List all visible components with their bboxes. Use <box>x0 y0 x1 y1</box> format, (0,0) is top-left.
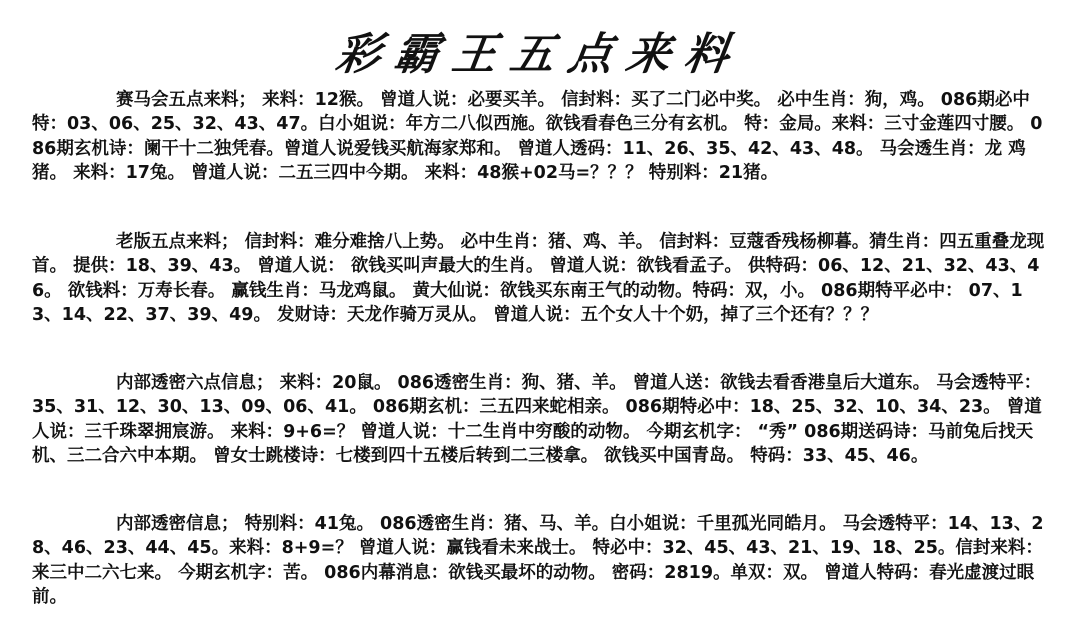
paragraph-1: 赛马会五点来料； 来料：12猴。 曾道人说：必要买羊。 信封料：买了二门必中奖。 必中生肖：狗，鸡。 086期必中特：03、06、25、32、43、47。白小姐说：年方二八似西施。欲钱看春色三分有玄机。 特：金局。来料：三寸金莲四寸腰。 086期玄机诗：阑干十二独凭春。曾道人说爱钱买航海家郑和。 曾道人透码：11、26、35、42、43、48。 马会透生肖：龙 鸡 猪。 来料：17兔。 曾道人说：二五三四中今期。 来料：48猴+02马=？？？ 特别料：21猪。 <box>32 90 1043 183</box>
page-title: 彩霸王五点来料 <box>332 29 746 80</box>
paragraph-4: 内部透密信息； 特别料：41兔。 086透密生肖：猪、马、羊。白小姐说：千里孤光同皓月。 马会透特平：14、13、28、46、23、44、45。来料：8+9=？ 曾道人说：赢钱看未来战士。 特必中：32、45、43、21、19、18、25。信封来料：来三中二六七来。 今期玄机字：苦。 086内幕消息：欲钱买最坏的动物。 密码：2819。单双：双。 曾道人特码：春光虚渡过眼前。 <box>32 514 1044 607</box>
paragraph-2: 老版五点来料； 信封料：难分难捨八上势。 必中生肖：猪、鸡、羊。 信封料：豆蔻香残杨柳暮。猜生肖：四五重叠龙现首。 提供：18、39、43。 曾道人说： 欲钱买叫声最大的生肖。 曾道人说：欲钱看孟子。 供特码：06、12、21、32、43、46。 欲钱料：万寿长春。 赢钱生肖：马龙鸡鼠。 黄大仙说：欲钱买东南王气的动物。特码：双，小。 086期特平必中： 07、13、14、22、37、39、49。 发财诗：天龙作骑万灵从。 曾道人说：五个女人十个奶，掉了三个还有？？？ <box>32 232 1045 325</box>
paragraph-3: 内部透密六点信息； 来料：20鼠。 086透密生肖：狗、猪、羊。 曾道人送：欲钱去看香港皇后大道东。 马会透特平：35、31、12、30、13、09、06、41。 086期玄机：三五四来蛇相亲。 086期特必中：18、25、32、10、34、23。 曾道人说：三千珠翠拥宸游。 来料：9+6=？ 曾道人说：十二生肖中穷酸的动物。 今期玄机字： “秀” 086期送码诗：马前兔后找天机、三二合六中本期。 曾女士跳楼诗：七楼到四十五楼后转到二三楼拿。 欲钱买中国青岛。 特码：33、45、46。 <box>32 373 1042 466</box>
